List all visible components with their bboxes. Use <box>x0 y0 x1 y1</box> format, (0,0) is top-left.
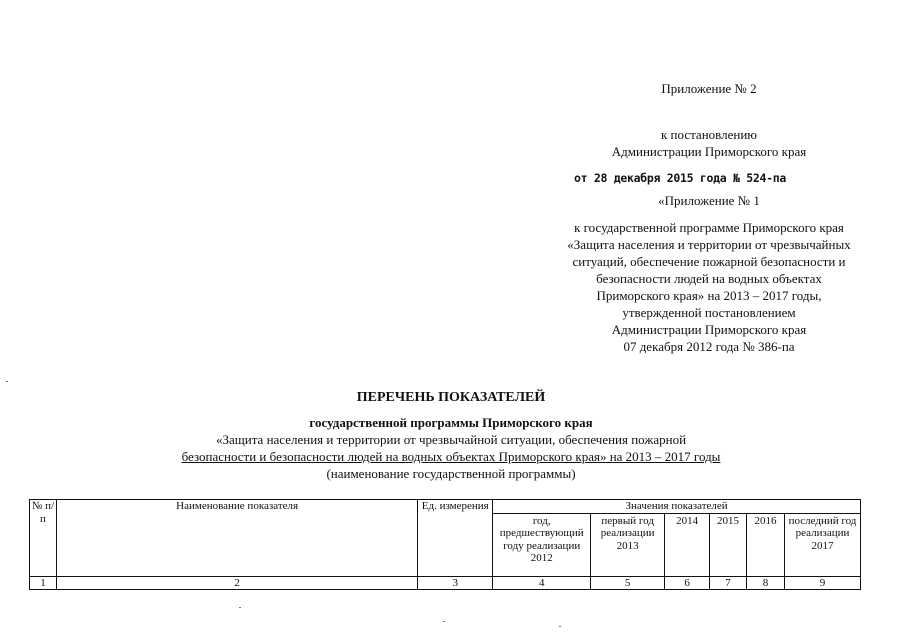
program-line: 07 декабря 2012 года № 386-па <box>623 339 795 354</box>
column-number-cell: 4 <box>493 576 591 590</box>
program-title-line-1: «Защита населения и территории от чрезвычайной ситуации, обеспечения пожарной <box>215 432 687 447</box>
program-name-note: (наименование государственной программы) <box>326 466 576 481</box>
program-line: Администрации Приморского края <box>611 322 807 337</box>
program-line: Приморского края» на 2013 – 2017 годы, <box>596 288 822 303</box>
col-last-year-header: последний год реализации 2017 <box>784 513 860 576</box>
previous-appendix-label: «Приложение № 1 <box>658 193 760 208</box>
program-line: «Защита населения и территории от чрезвычайных <box>567 237 851 252</box>
program-title-line-2: безопасности и безопасности людей на водных объектах Приморского края» на 2013 – 2017 годы <box>181 449 721 464</box>
program-line: безопасности людей на водных объектах <box>596 271 822 286</box>
col-unit-header: Ед. измерения <box>418 500 493 577</box>
column-number-cell: 8 <box>747 576 785 590</box>
to-resolution-label: к постановлению <box>660 127 758 142</box>
column-number-cell: 7 <box>710 576 747 590</box>
program-line: утвержденной постановлением <box>622 305 796 320</box>
column-number-cell: 5 <box>591 576 665 590</box>
appendix-number: Приложение № 2 <box>661 81 757 96</box>
program-line: ситуаций, обеспечение пожарной безопасности и <box>572 254 846 269</box>
col-name-header: Наименование показателя <box>56 500 417 577</box>
indicators-table <box>29 499 861 590</box>
col-previous-year-header: год, предшествующий году реализации 2012 <box>493 513 591 576</box>
column-number-cell: 1 <box>30 576 57 590</box>
resolution-date-number: от 28 декабря 2015 года № 524-па <box>574 171 786 185</box>
scan-speck <box>239 607 241 608</box>
col-values-header: Значения показателей <box>493 500 861 514</box>
col-2014-header: 2014 <box>665 513 710 576</box>
scan-speck <box>6 381 8 382</box>
column-number-cell: 9 <box>784 576 860 590</box>
scan-speck <box>559 626 561 627</box>
col-first-year-header: первый год реализации 2013 <box>591 513 665 576</box>
administration-label: Администрации Приморского края <box>611 144 807 159</box>
col-number-header: № п/п <box>30 500 57 577</box>
document-heading: ПЕРЕЧЕНЬ ПОКАЗАТЕЛЕЙ <box>356 390 546 405</box>
column-number-cell: 2 <box>56 576 417 590</box>
col-2015-header: 2015 <box>710 513 747 576</box>
program-line: к государственной программе Приморского края <box>574 220 844 235</box>
document-subheading: государственной программы Приморского края <box>309 415 593 430</box>
col-2016-header: 2016 <box>747 513 785 576</box>
column-number-cell: 6 <box>665 576 710 590</box>
column-number-cell: 3 <box>418 576 493 590</box>
scan-speck <box>443 621 445 622</box>
